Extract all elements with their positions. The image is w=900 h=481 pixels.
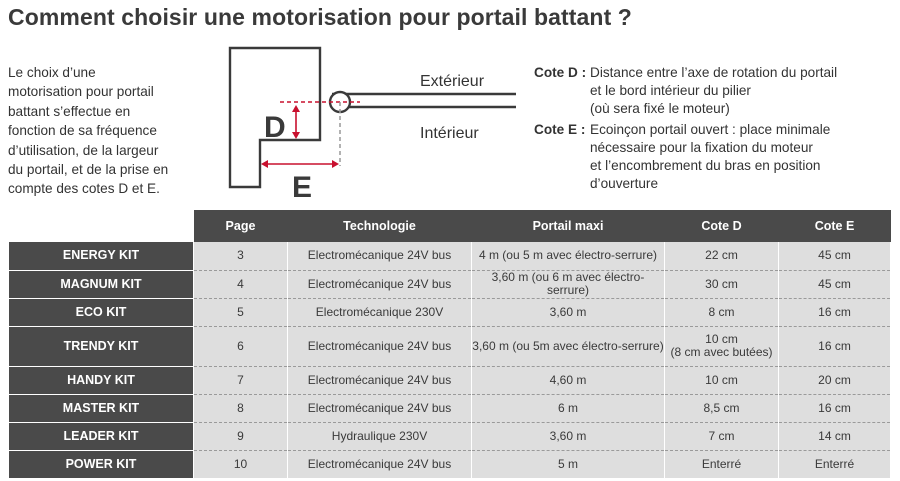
intro-line: compte des cotes D et E.: [8, 181, 160, 197]
cote-line: nécessaire pour la fixation du moteur: [590, 139, 813, 155]
gate-diagram: [220, 44, 530, 204]
table-row: [9, 270, 891, 298]
kit-page: 8: [194, 394, 288, 422]
kit-cote-e: 14 cm: [779, 422, 891, 450]
kit-cote-e: 45 cm: [779, 242, 891, 270]
table-row: [9, 450, 891, 478]
table-row: [9, 242, 891, 270]
kit-page: 7: [194, 366, 288, 394]
kit-page: 3: [194, 242, 288, 270]
kit-technologie: Hydraulique 230V: [288, 422, 472, 450]
table-row: [9, 298, 891, 326]
kit-name: MAGNUM KIT: [9, 270, 194, 298]
cote-e-definition: [534, 121, 837, 194]
intro-line: battant s’effectue en: [8, 103, 131, 119]
table-header-row: [9, 210, 891, 242]
kit-portail-maxi: 3,60 m (ou 6 m avec électro-serrure): [472, 270, 665, 298]
kit-name: POWER KIT: [9, 450, 194, 478]
kit-cote-d: 22 cm: [665, 242, 779, 270]
kit-cote-e: 16 cm: [779, 298, 891, 326]
kit-portail-maxi: 4,60 m: [472, 366, 665, 394]
kit-name: ECO KIT: [9, 298, 194, 326]
kit-technologie: Electromécanique 24V bus: [288, 394, 472, 422]
cote-line: et l’encombrement du bras en position: [590, 158, 821, 174]
header-portail-maxi: Portail maxi: [472, 210, 665, 242]
table-row: [9, 326, 891, 366]
cotes-legend: [534, 64, 837, 193]
kit-cote-e: 16 cm: [779, 394, 891, 422]
page-title: Comment choisir une motorisation pour portail battant ?: [8, 4, 632, 30]
kit-name: MASTER KIT: [9, 394, 194, 422]
header-blank: [9, 210, 194, 242]
kit-technologie: Electromécanique 230V: [288, 298, 472, 326]
kit-cote-d: 7 cm: [665, 422, 779, 450]
kit-technologie: Electromécanique 24V bus: [288, 242, 472, 270]
kit-page: 4: [194, 270, 288, 298]
kit-name: LEADER KIT: [9, 422, 194, 450]
kit-cote-d-value: 10 cm: [705, 332, 738, 346]
header-technologie: Technologie: [288, 210, 472, 242]
kit-technologie: Electromécanique 24V bus: [288, 366, 472, 394]
kit-cote-d: [665, 326, 779, 366]
kit-cote-e: 16 cm: [779, 326, 891, 366]
cote-line: Ecoinçon portail ouvert : place minimale: [590, 121, 831, 137]
cote-label: Cote E :: [534, 121, 586, 137]
table-row: [9, 366, 891, 394]
intro-line: motorisation pour portail: [8, 84, 154, 100]
cote-label: Cote D :: [534, 65, 587, 80]
header-cote-d: Cote D: [665, 210, 779, 242]
table-row: [9, 394, 891, 422]
kit-portail-maxi: 5 m: [472, 450, 665, 478]
table-row: [9, 422, 891, 450]
kit-portail-maxi: 4 m (ou 5 m avec électro-serrure): [472, 242, 665, 270]
kit-technologie: Electromécanique 24V bus: [288, 270, 472, 298]
kit-cote-d: 8,5 cm: [665, 394, 779, 422]
kit-technologie: Electromécanique 24V bus: [288, 326, 472, 366]
kit-technologie: Electromécanique 24V bus: [288, 450, 472, 478]
intro-line: du portail, et de la prise en: [8, 162, 169, 178]
header-cote-e: Cote E: [779, 210, 891, 242]
kit-name: HANDY KIT: [9, 366, 194, 394]
kit-portail-maxi: 6 m: [472, 394, 665, 422]
kit-cote-e: 20 cm: [779, 366, 891, 394]
kit-page: 9: [194, 422, 288, 450]
kits-table: [8, 210, 891, 478]
kit-portail-maxi: 3,60 m: [472, 298, 665, 326]
kit-portail-maxi: 3,60 m (ou 5m avec électro-serrure): [472, 326, 665, 366]
cote-line: et le bord intérieur du pilier: [590, 83, 751, 99]
intro-line: fonction de sa fréquence: [8, 123, 157, 139]
kit-page: 10: [194, 450, 288, 478]
kit-page: 5: [194, 298, 288, 326]
cote-line: d’ouverture: [590, 176, 659, 192]
label-exterieur: Extérieur: [420, 73, 485, 90]
kit-cote-d: 10 cm: [665, 366, 779, 394]
kit-cote-d: 30 cm: [665, 270, 779, 298]
kit-name: ENERGY KIT: [9, 242, 194, 270]
kit-cote-e: Enterré: [779, 450, 891, 478]
label-interieur: Intérieur: [420, 125, 479, 142]
cote-d-definition: [534, 64, 837, 119]
kit-cote-d: Enterré: [665, 450, 779, 478]
kit-page: 6: [194, 326, 288, 366]
label-e: E: [292, 171, 313, 204]
intro-line: d’utilisation, de la largeur: [8, 142, 159, 158]
kit-cote-e: 45 cm: [779, 270, 891, 298]
header-page: Page: [194, 210, 288, 242]
kit-name: TRENDY KIT: [9, 326, 194, 366]
label-d: D: [264, 111, 286, 144]
intro-paragraph: [8, 63, 208, 199]
cote-line: Distance entre l’axe de rotation du portail: [590, 65, 838, 80]
cote-line: (où sera fixé le moteur): [590, 101, 730, 117]
intro-line: Le choix d’une: [8, 65, 96, 80]
kit-cote-d: 8 cm: [665, 298, 779, 326]
kit-cote-d-note: (8 cm avec butées): [670, 345, 773, 359]
kit-portail-maxi: 3,60 m: [472, 422, 665, 450]
